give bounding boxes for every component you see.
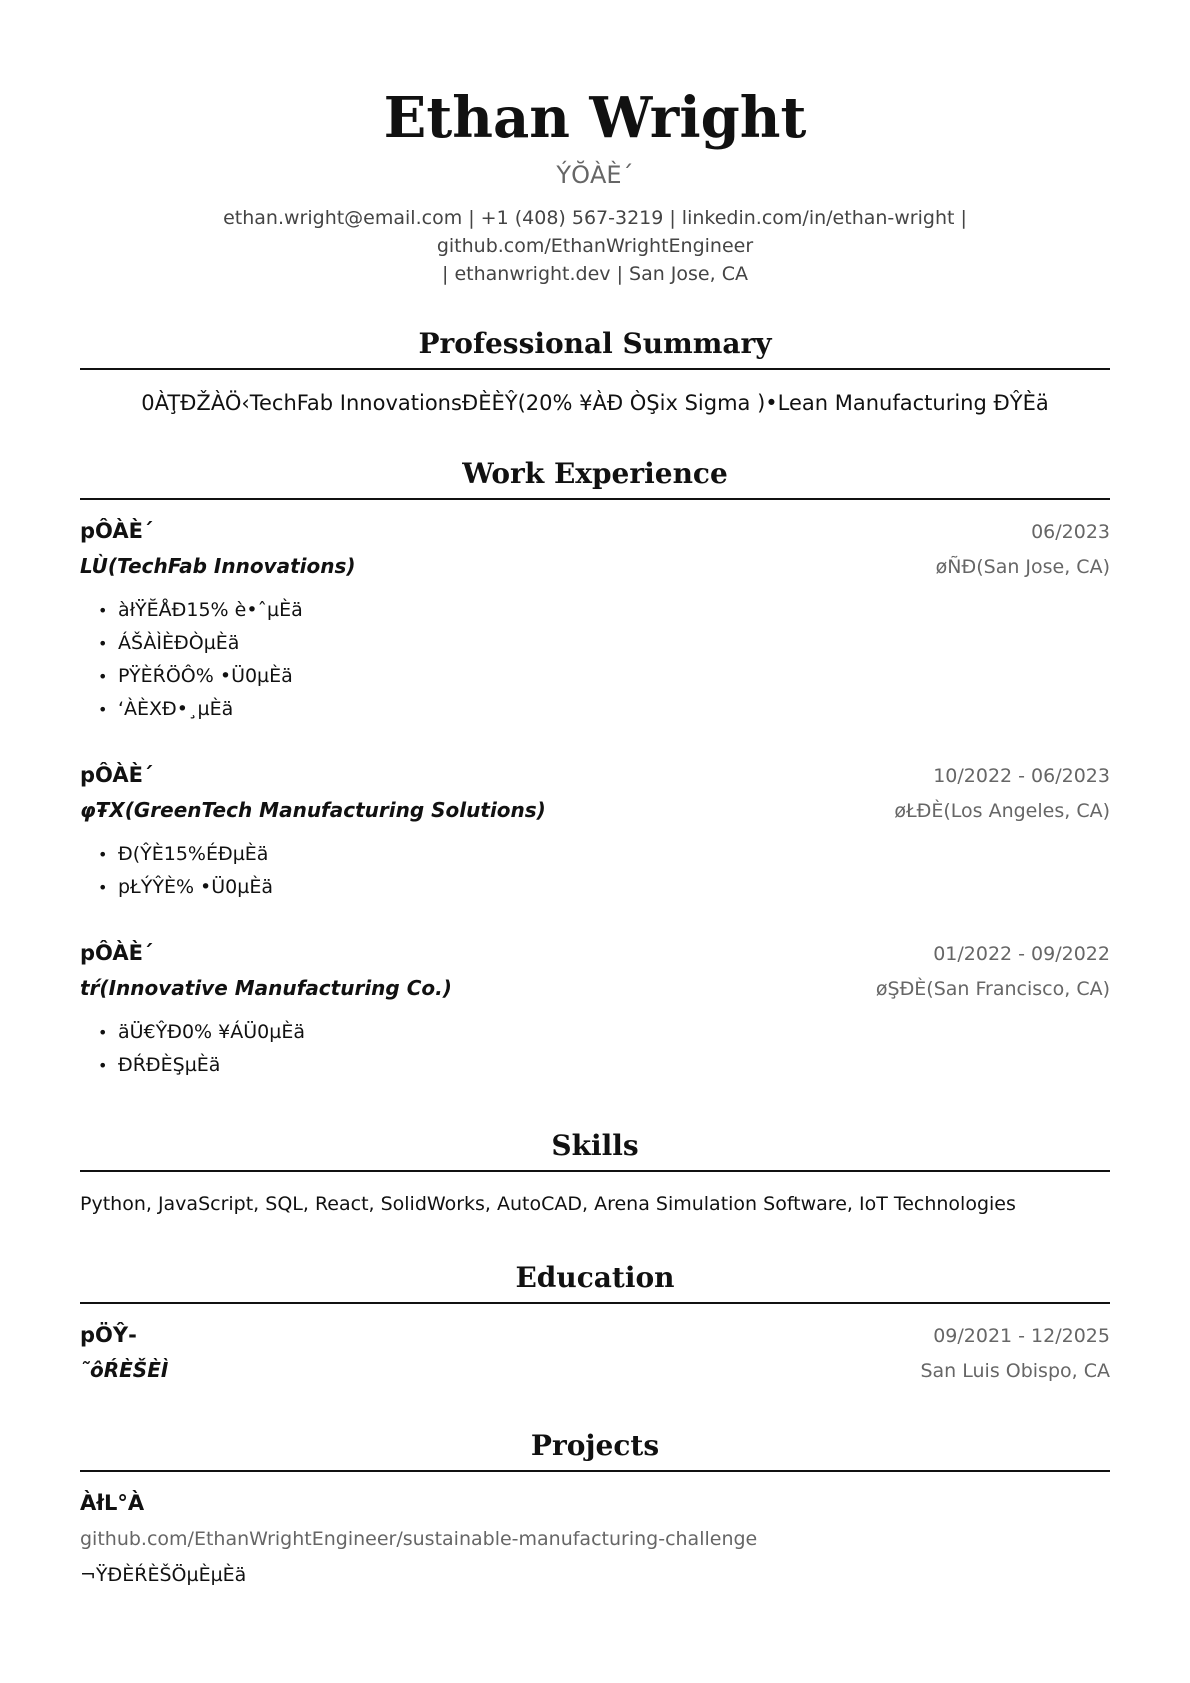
job-role: pÔÀÈ´	[80, 941, 154, 965]
candidate-subtitle: ÝŎÀÈ´	[556, 161, 634, 189]
experience-entry	[80, 760, 1110, 904]
education-section	[80, 1258, 1110, 1386]
job-location: øŞĐÈ(San Francisco, CA)	[875, 978, 1110, 1000]
list-item: • äÜ€ŶĐ0% ¥ÁÜ0µÈä	[118, 1016, 1110, 1049]
experience-section	[80, 454, 1110, 1082]
job-role: pÔÀÈ´	[80, 519, 154, 543]
projects-heading: Projects	[80, 1426, 1110, 1472]
summary-heading: Professional Summary	[80, 324, 1110, 370]
skills-heading: Skills	[80, 1126, 1110, 1172]
school-name: ˜ôŔÈŠÈÌ	[80, 1358, 169, 1382]
list-item: • ÁŠÀÌÈĐÒµÈä	[118, 627, 1110, 660]
list-item: • pŁÝŶÈ% •Ü0µÈä	[118, 871, 1110, 904]
experience-entry	[80, 938, 1110, 1082]
job-bullets	[80, 838, 1110, 904]
contact-line-1: ethan.wright@email.com | +1 (408) 567-3219 | linkedin.com/in/ethan-wright | github.com/EthanWrightEngineer	[223, 207, 967, 257]
job-company: φŦX(GreenTech Manufacturing Solutions)	[80, 798, 546, 822]
project-description: ¬ŸĐÈŔÈŠÖµÈµÈä	[80, 1564, 247, 1586]
contact-line-2: | ethanwright.dev | San Jose, CA	[442, 263, 748, 285]
project-entry	[80, 1488, 1110, 1590]
list-item: • ĐŔĐÈŞµÈä	[118, 1049, 1110, 1082]
degree: pÖŶ‑	[80, 1323, 137, 1347]
job-location: øŁĐÈ(Los Angeles, CA)	[894, 800, 1110, 822]
project-link[interactable]: github.com/EthanWrightEngineer/sustainable-manufacturing-challenge	[80, 1528, 758, 1550]
experience-heading: Work Experience	[80, 454, 1110, 500]
job-date: 01/2022 - 09/2022	[933, 943, 1110, 965]
education-entry	[80, 1320, 1110, 1386]
project-name: ÀłL°À	[80, 1491, 145, 1515]
job-location: øÑĐ(San Jose, CA)	[935, 556, 1110, 578]
skills-text: Python, JavaScript, SQL, React, SolidWorks, AutoCAD, Arena Simulation Software, IoT Technologies	[80, 1193, 1016, 1215]
job-company: LÙ(TechFab Innovations)	[80, 554, 356, 578]
list-item: • ‘ÀÈXĐ•¸µÈä	[118, 693, 1110, 726]
skills-section	[80, 1126, 1110, 1218]
job-bullets	[80, 1016, 1110, 1082]
list-item: • PŸÈŔÖÔ% •Ü0µÈä	[118, 660, 1110, 693]
education-heading: Education	[80, 1258, 1110, 1304]
job-company: tŕ(Innovative Manufacturing Co.)	[80, 976, 452, 1000]
list-item: • Đ(ŶÈ15%ÉĐµÈä	[118, 838, 1110, 871]
contact-info	[80, 204, 1110, 288]
summary-section	[80, 324, 1110, 418]
summary-text: 0ÀŢĐŽÀÖ‹TechFab InnovationsĐÈÈŶ(20% ¥ÀĐ ÒŞix Sigma )•Lean Manufacturing ĐŶÈä	[141, 391, 1049, 415]
school-location: San Luis Obispo, CA	[920, 1360, 1110, 1382]
job-date: 06/2023	[1031, 521, 1110, 543]
job-date: 10/2022 - 06/2023	[933, 765, 1110, 787]
job-bullets	[80, 594, 1110, 726]
list-item: • àłŸĔÅĐ15% è•ˆµÈä	[118, 594, 1110, 627]
job-role: pÔÀÈ´	[80, 763, 154, 787]
projects-section	[80, 1426, 1110, 1590]
experience-entry	[80, 516, 1110, 726]
candidate-name: Ethan Wright	[383, 85, 807, 151]
education-date: 09/2021 - 12/2025	[933, 1325, 1110, 1347]
